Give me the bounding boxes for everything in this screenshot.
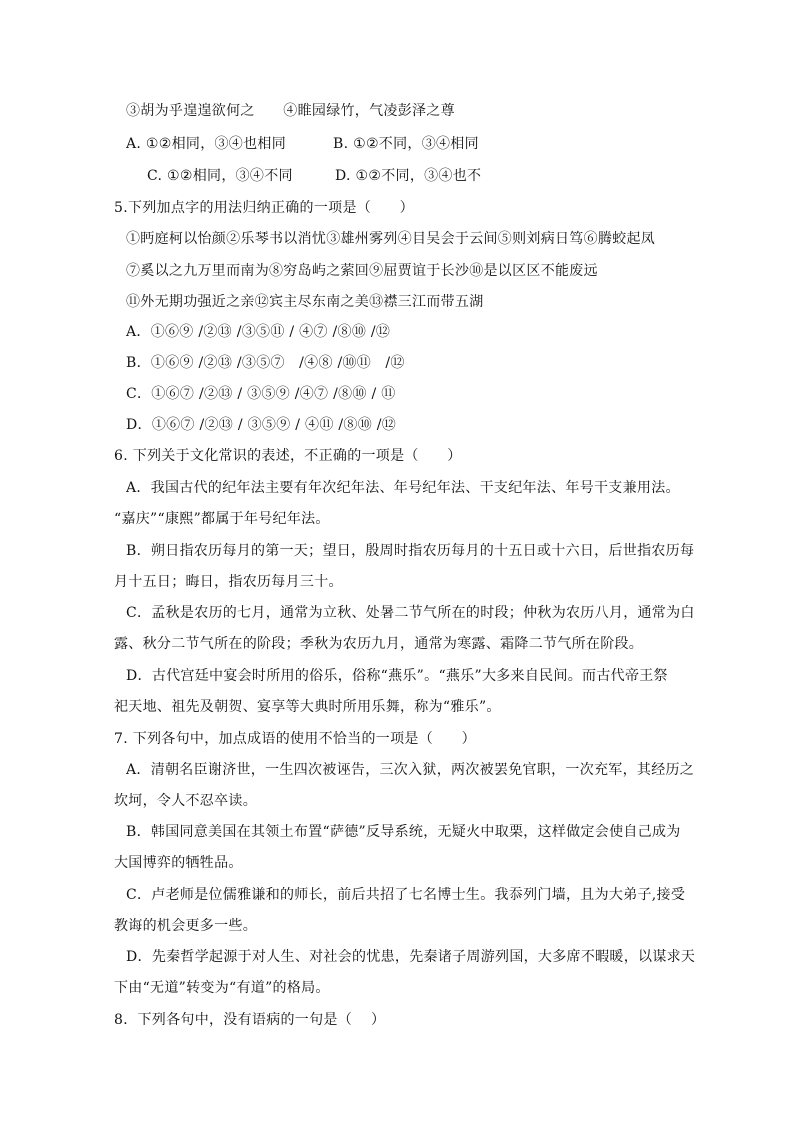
q4-choice-a: A. ①②相同，③④也相同 [126,136,287,152]
q6-option-d-line-2: 祀天地、祖先及朝贺、宴享等大典时所用乐舞，称为“雅乐”。 [114,699,501,715]
q5-items-2: ⑦奚以之九万里而南为⑧穷岛屿之萦回⑨屈贾谊于长沙⑩是以区区不能废远 [126,263,598,279]
q4-choice-b: B. ①②不同，③④相同 [333,136,479,152]
q7-option-c-line-1: C．卢老师是位儒雅谦和的师长，前后共招了七名博士生。我忝列门墙，且为大弟子,接受 [126,887,686,903]
q5-stem: 5.下列加点字的用法归纳正确的一项是（ ） [114,200,414,216]
q6-option-d-line-1: D．古代宫廷中宴会时所用的俗乐，俗称“燕乐”。“燕乐”大多来自民间。而古代帝王祭 [126,668,668,684]
q6-option-b-line-2: 月十五日；晦日，指农历每月三十。 [114,574,343,590]
q5-choice-a: A．①⑥⑨ /②⑬ /③⑤⑪ / ④⑦ /⑧⑩ /⑫ [126,324,391,340]
q7-option-d-line-2: 下由“无道”转变为“有道”的格局。 [114,980,330,996]
q7-option-a-line-2: 坎坷，令人不忍卒读。 [114,793,257,809]
q4-items-line: ③胡为乎遑遑欲何之 ④睢园绿竹，气凌彭泽之尊 [126,103,455,119]
q4-choice-d: D. ①②不同，③④也不 [335,168,482,184]
q7-option-c-line-2: 教诲的机会更多一些。 [114,918,257,934]
q7-option-b-line-2: 大国博弈的牺牲品。 [114,855,243,871]
q6-option-a-line-2: “嘉庆”“康熙”都属于年号纪年法。 [114,511,330,527]
q7-option-a-line-1: A．清朝名臣谢济世，一生四次被诬告，三次入狱，两次被罢免官职，一次充军，其经历之 [126,762,695,778]
q6-option-a-line-1: A．我国古代的纪年法主要有年次纪年法、年号纪年法、干支纪年法、年号干支兼用法。 [126,480,680,496]
q7-option-d-line-1: D．先秦哲学起源于对人生、对社会的忧患，先秦诸子周游列国，大多席不暇暖，以谋求天 [126,949,696,965]
q6-option-c-line-1: C．孟秋是农历的七月，通常为立秋、处暑二节气所在的时段；仲秋为农历八月，通常为白 [126,605,695,621]
q6-option-c-line-2: 露、秋分二节气所在的阶段；季秋为农历九月，通常为寒露、霜降二节气所在阶段。 [114,636,644,652]
q5-items-3: ⑪外无期功强近之亲⑫宾主尽东南之美⑬襟三江而带五湖 [126,294,484,310]
q5-choice-b: B．①⑥⑨ /②⑬ /③⑤⑦ /④⑧ /⑩⑪ /⑫ [126,355,405,371]
q4-choice-c: C. ①②相同，③④不同 [147,168,293,184]
q8-stem: 8．下列各句中，没有语病的一句是（ ） [114,1012,386,1028]
q6-stem: 6. 下列关于文化常识的表述，不正确的一项是（ ） [114,448,462,464]
q7-option-b-line-1: B．韩国同意美国在其领土布置“萨德”反导系统，无疑火中取栗，这样做定会使自己成为 [126,824,681,840]
q5-choice-c: C．①⑥⑦ /②⑬ / ③⑤⑨ /④⑦ /⑧⑩ / ⑪ [126,386,396,402]
q6-option-b-line-1: B．朔日指农历每月的第一天；望日，殷周时指农历每月的十五日或十六日，后世指农历每 [126,543,695,559]
q5-items-1: ①眄庭柯以怡颜②乐琴书以消忧③雄州雾列④目吴会于云间⑤则刘病日笃⑥腾蛟起凤 [126,231,656,247]
q7-stem: 7. 下列各句中，加点成语的使用不恰当的一项是（ ） [114,731,476,747]
q5-choice-d: D．①⑥⑦ /②⑬ / ③⑤⑨ / ④⑪ /⑧⑩ /⑫ [126,417,397,433]
